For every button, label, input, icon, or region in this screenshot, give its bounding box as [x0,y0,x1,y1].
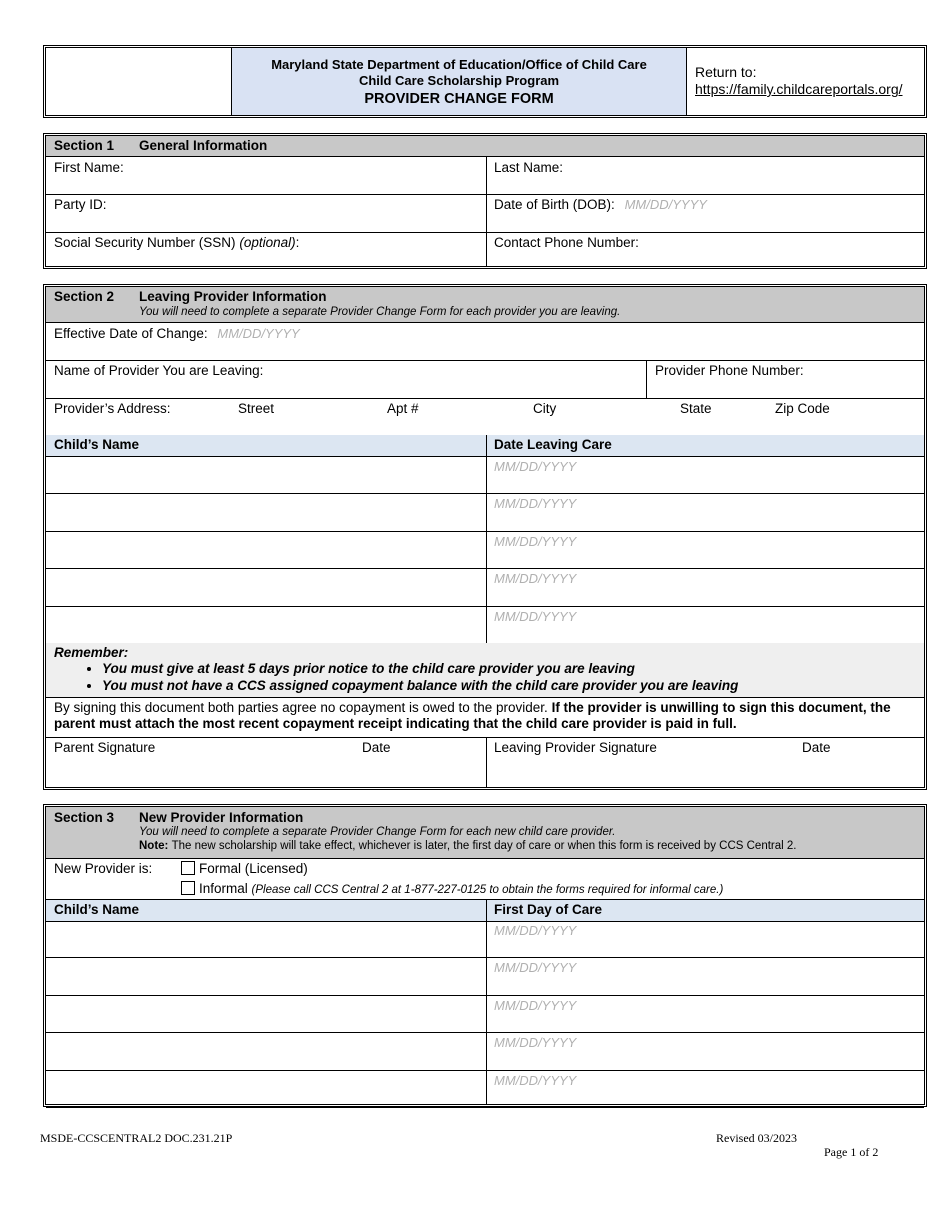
section-subtitle: You will need to complete a separate Provider Change Form for each provider you are leaving. [139,306,621,318]
sign-text-bold: If the provider is unwilling to sign this document, [551,700,867,715]
page-number: Page 1 of 2 [824,1145,879,1159]
ssn-optional: (optional) [239,235,296,250]
section-3 [43,804,927,1107]
ssn-label: Social Security Number (SSN) [54,235,236,250]
col-date-leaving: Date Leaving Care [494,437,612,452]
state-field[interactable]: State [680,401,712,416]
s1-row-id-dob [46,194,924,233]
divider [646,360,647,398]
table-row [46,531,924,569]
provider-phone-field[interactable]: Provider Phone Number: [655,363,804,378]
section-number: Section 1 [54,138,115,153]
divider [486,737,487,787]
child-name-cell[interactable] [46,606,486,643]
effective-date-placeholder: MM/DD/YYYY [217,326,300,341]
contact-phone-field[interactable]: Contact Phone Number: [494,235,639,250]
date-cell[interactable]: MM/DD/YYYY [494,533,577,549]
street-field[interactable]: Street [238,401,275,416]
table-row [46,1032,924,1070]
formal-label: Formal (Licensed) [199,861,308,876]
section-title: New Provider Information [139,810,304,825]
first-name-field[interactable]: First Name: [54,160,124,175]
parent-date-field[interactable]: Date [362,740,391,755]
table-row [46,493,924,531]
effective-date-field[interactable] [54,326,300,341]
remember-item: • You must not have a CCS assigned copayment balance with the child care provider you are leaving [102,677,924,694]
date-cell[interactable]: MM/DD/YYYY [494,608,577,624]
section-2-header [46,287,924,323]
sign-text-bold: the parent must attach the most recent copayment receipt indicating that the child care provider is paid in full. [54,700,891,731]
dob-label: Date of Birth (DOB): [494,197,615,212]
child-name-cell[interactable] [46,568,486,605]
date-cell[interactable]: MM/DD/YYYY [494,1072,577,1088]
form-title: PROVIDER CHANGE FORM [364,91,554,107]
col-child-name: Child’s Name [54,437,140,452]
agency-name: Maryland State Department of Education/Office of Child Care [271,57,647,72]
child-name-cell[interactable] [46,531,486,568]
provider-name-field[interactable]: Name of Provider You are Leaving: [54,363,264,378]
option-informal[interactable] [181,881,723,896]
remember-list [46,660,924,694]
return-label: Return to: [695,64,757,80]
date-cell[interactable]: MM/DD/YYYY [494,571,577,587]
apt-field[interactable]: Apt # [387,401,419,416]
return-link[interactable]: https://family.childcareportals.org/ [695,81,903,97]
date-cell[interactable]: MM/DD/YYYY [494,496,577,512]
last-name-field[interactable]: Last Name: [494,160,564,175]
date-cell[interactable]: MM/DD/YYYY [494,923,577,938]
date-cell[interactable]: MM/DD/YYYY [494,1035,577,1051]
new-table-header [46,899,924,922]
section-subtitle: You will need to complete a separate Provider Change Form for each new child care provider. [139,826,616,838]
child-name-cell[interactable] [46,1070,486,1107]
party-id-field[interactable]: Party ID: [54,197,107,212]
informal-note: (Please call CCS Central 2 at 1-877-227-0125 to obtain the forms required for informal care.) [251,884,724,896]
header-return-cell [687,48,927,115]
section-3-header [46,807,924,859]
ssn-colon: : [295,235,300,250]
date-cell[interactable]: MM/DD/YYYY [494,997,577,1013]
section-note [139,840,796,852]
table-row [46,995,924,1033]
table-row [46,1070,924,1108]
remember-title: Remember: [54,645,129,660]
dob-placeholder: MM/DD/YYYY [624,197,707,212]
child-name-cell[interactable] [46,493,486,530]
new-provider-label: New Provider is: [54,861,153,876]
table-row [46,568,924,606]
parent-signature-field[interactable]: Parent Signature [54,740,156,755]
option-formal[interactable] [181,861,308,876]
remember-item: • You must give at least 5 days prior notice to the child care provider you are leaving [102,660,924,677]
col-child-name: Child’s Name [54,902,140,917]
col-first-day: First Day of Care [494,902,603,917]
doc-id: MSDE-CCSCENTRAL2 DOC.231.21P [40,1131,233,1145]
zip-field[interactable]: Zip Code [775,401,830,416]
section-title: Leaving Provider Information [139,289,327,304]
provider-date-field[interactable]: Date [802,740,831,755]
provider-signature-field[interactable]: Leaving Provider Signature [494,740,657,755]
note-label: Note: [139,840,169,852]
sign-text: By signing this document both parties agree no copayment is owed to the provider. [54,700,548,715]
note-text: The new scholarship will take effect, whichever is later, the first day of care or when this form is received by CCS Central 2. [171,840,797,852]
city-field[interactable]: City [533,401,557,416]
date-cell[interactable]: MM/DD/YYYY [494,960,577,976]
section-number: Section 3 [54,810,115,825]
ssn-field[interactable] [54,235,299,250]
header-logo-cell [46,48,232,115]
table-row [46,606,924,644]
table-row [46,456,924,494]
signing-statement [46,697,924,738]
revised-date: Revised 03/2023 [716,1131,797,1145]
child-name-cell[interactable] [46,920,486,957]
formal-checkbox[interactable] [181,861,195,875]
effective-date-label: Effective Date of Change: [54,326,208,341]
table-row [46,957,924,995]
child-name-cell[interactable] [46,1032,486,1069]
informal-checkbox[interactable] [181,881,195,895]
program-name: Child Care Scholarship Program [358,73,560,88]
divider [486,156,487,266]
section-title: General Information [139,138,268,153]
child-name-cell[interactable] [46,995,486,1032]
s1-row-names [46,156,924,195]
child-name-cell[interactable] [46,957,486,994]
header-title-cell [232,48,687,115]
informal-label: Informal [199,881,248,896]
section-2 [43,284,927,790]
table-row [46,920,924,958]
child-name-cell[interactable] [46,456,486,493]
remember-box [46,643,924,698]
form-header [43,45,927,118]
address-label: Provider’s Address: [54,401,171,416]
section-number: Section 2 [54,289,115,304]
section-1-header [46,136,924,157]
leaving-table-header [46,435,924,457]
section-1 [43,133,927,269]
dob-field[interactable] [494,197,707,212]
date-cell[interactable]: MM/DD/YYYY [494,459,577,474]
